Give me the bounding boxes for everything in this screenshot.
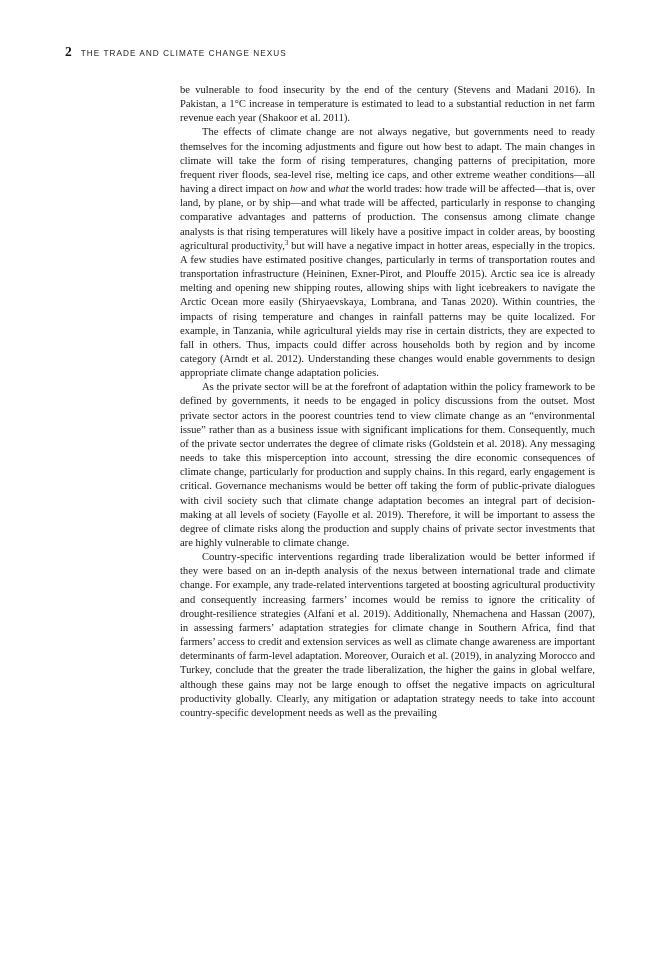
running-head: [65, 44, 287, 60]
paragraph-3: As the private sector will be at the forefront of adaptation within the policy framework to be defined by governments, it needs to be engaged in policy discussions from the outset. Most private sector actors in the poorest countries tend to view climate change as an “environmental issue” rather than as a business issue with significant implications for them. Consequently, much of the private sector underrates the degree of climate risks (Goldstein et al. 2018). Any messaging needs to take this misperception into account, stressing the dire economic consequences of climate change, particularly for production and supply chains. In this regard, early engagement is critical. Governance mechanisms would be better off taking the form of public-private dialogues with civil society such that climate change adaptation becomes an integral part of decision-making at all levels of society (Fayolle et al. 2019). Therefore, it will be important to assess the degree of climate risks along the production and supply chains of private sector investments that are highly vulnerable to climate change.: [180, 382, 595, 549]
page-number: 2: [65, 44, 72, 59]
emphasis-what: what: [328, 184, 349, 196]
paragraph-2-text-a: The effects of climate change are not always negative, but governments need to ready themselves for the incoming adjustments and figure out how best to adapt. The main changes in climate will take the form of rising temperatures, changing patterns of precipitation, more frequent river floods, sea-level rise, melting ice caps, and other extreme weather conditions—all having a direct impact on: [180, 127, 595, 196]
body-text: [180, 84, 595, 721]
paragraph-4: Country-specific interventions regarding trade liberalization would be better informed if they were based on an in-depth analysis of the nexus between international trade and climate change. For example, any trade-related interventions targeted at boosting agricultural productivity and consequently increasing farmers’ incomes would be remiss to ignore the criticality of drought-resilience strategies (Alfani et al. 2019). Additionally, Nhemachena and Hassan (2007), in assessing farmers’ adaptation strategies for climate change in Southern Africa, find that farmers’ access to credit and extension services as well as climate change awareness are important determinants of farm-level adaptation. Moreover, Ouraich et al. (2019), in analyzing Morocco and Turkey, conclude that the greater the trade liberalization, the higher the gains in global welfare, although these gains may not be large enough to offset the negative impacts on agricultural productivity globally. Clearly, any mitigation or adaptation strategy needs to take into account country-specific development needs as well as the prevailing: [180, 552, 595, 719]
paragraph-1: be vulnerable to food insecurity by the end of the century (Stevens and Madani 2016). In Pakistan, a 1°C increase in temperature is estimated to lead to a substantial reduction in net farm revenue each year (Shakoor et al. 2011).: [180, 85, 595, 125]
running-title: THE TRADE AND CLIMATE CHANGE NEXUS: [80, 49, 287, 58]
paragraph-2-text-d: but will have a negative impact in hotter areas, especially in the tropics. A few studies have estimated positive changes, particularly in terms of transportation routes and transportation infrastructure (Heininen, Exner-Pirot, and Plouffe 2015). Arctic sea ice is already melting and opening new shipping routes, allowing ships with light icebreakers to navigate the Arctic Ocean more easily (Shiryaevskaya, Lombrana, and Tanas 2020). Within countries, the impacts of rising temperature and changes in rainfall patterns may be quite localized. For example, in Tanzania, while agricultural yields may rise in certain districts, they are expected to fall in others. Thus, impacts could differ across households both by region and by income category (Arndt et al. 2012). Understanding these changes would enable governments to design appropriate climate change adaptation policies.: [180, 240, 595, 380]
paragraph-2: [180, 126, 595, 381]
paragraph-2-text-c: the world trades: how trade will be affected—that is, over land, by plane, or by ship—and what trade will be affected, particularly in response to changing comparative advantages and patterns of production. The consensus among climate change analysts is that rising temperatures will likely have a positive impact in colder areas, by boosting agricultural productivity,: [180, 184, 595, 252]
emphasis-how: how: [289, 184, 308, 196]
footnote-ref-3[interactable]: 3: [284, 238, 289, 247]
paragraph-2-text-b: and: [307, 184, 329, 196]
